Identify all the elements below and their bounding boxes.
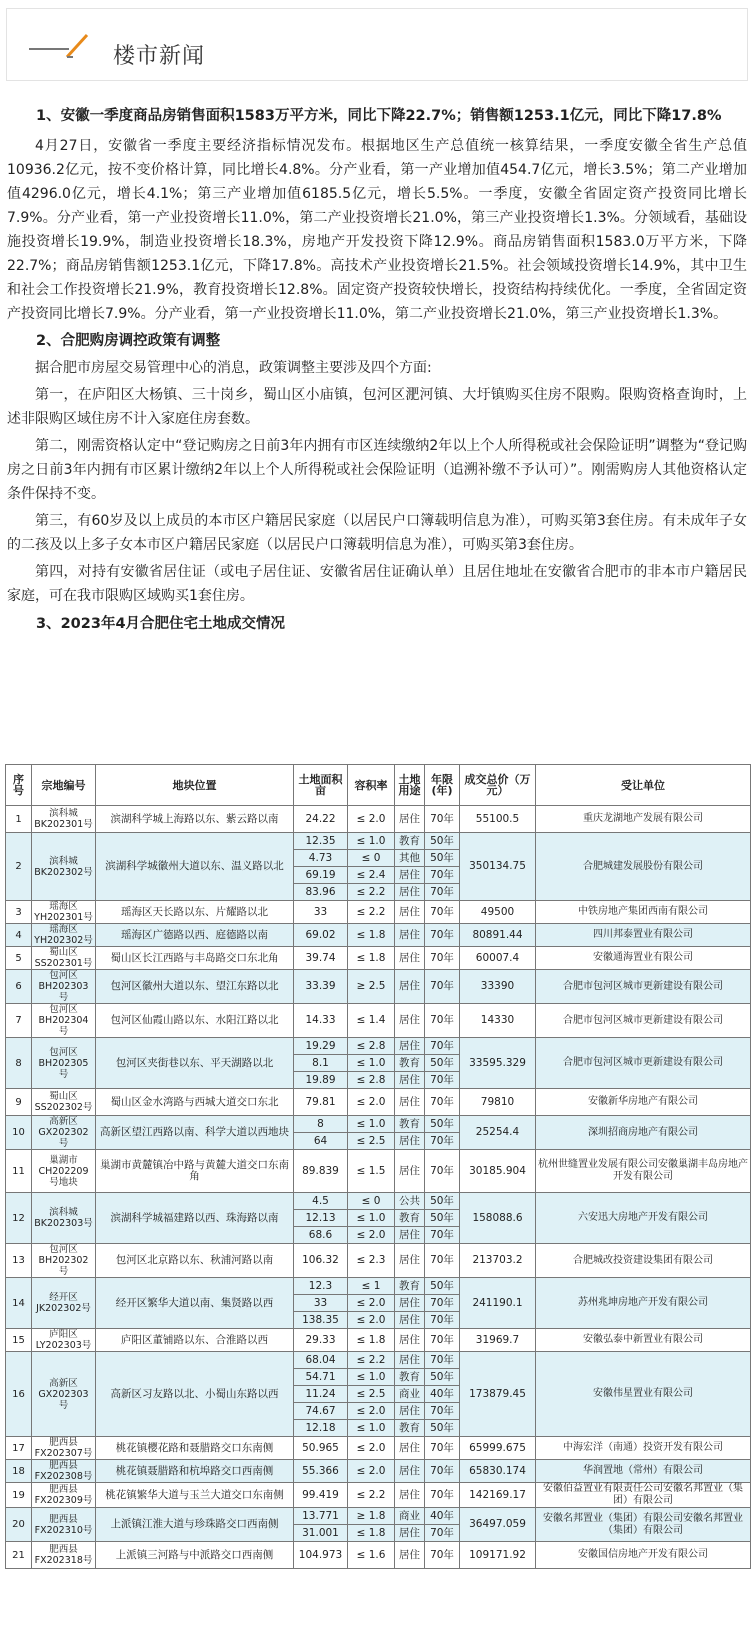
section-2-point-1: 第一，在庐阳区大杨镇、三十岗乡，蜀山区小庙镇，包河区淝河镇、大圩镇购买住房不限购。限购资格查询时，上述非限购区域住房不计入家庭住房套数。	[7, 387, 747, 427]
cell-area: 68.6	[294, 1227, 348, 1244]
section-header	[6, 8, 748, 81]
cell-code: 肥西县FX202318号	[32, 1542, 96, 1569]
cell-term: 70年	[425, 924, 460, 947]
cell-plot-ratio: ≤ 2.0	[348, 1460, 395, 1483]
cell-term: 70年	[425, 1072, 460, 1089]
cell-plot-ratio: ≥ 2.5	[348, 970, 395, 1004]
cell-price: 213703.2	[460, 1244, 536, 1278]
cell-buyer: 华润置地（常州）有限公司	[536, 1460, 751, 1483]
cell-price: 14330	[460, 1004, 536, 1038]
cell-location: 包河区夹街巷以东、平天湖路以北	[96, 1038, 294, 1089]
cell-no: 3	[6, 901, 32, 924]
cell-term: 70年	[425, 1352, 460, 1369]
table-row	[6, 1244, 751, 1278]
cell-term: 70年	[425, 1133, 460, 1150]
cell-location: 桃花镇繁华大道与玉兰大道交口东南侧	[96, 1483, 294, 1508]
cell-no: 12	[6, 1193, 32, 1244]
cell-buyer: 六安迅大房地产开发有限公司	[536, 1193, 751, 1244]
cell-buyer: 合肥城建发展股份有限公司	[536, 833, 751, 901]
section-1-body: 4月27日，安徽省一季度主要经济指标情况发布。根据地区生产总值统一核算结果，一季度安徽全省生产总值10936.2亿元，按不变价格计算，同比增长4.8%。分产业看，第一产业增加值454.7亿元，增长3.5%；第二产业增加值4296.0亿元，增长4.1%；第三产业增加值6185.5亿元，增长5.5%。一季度，安徽全省固定资产投资同比增长7.9%。分产业看，第一产业投资增长11.0%，第二产业投资增长21.0%，第三产业投资增长1.3%。分领域看，基础设施投资增长19.9%，制造业投资增长18.3%，房地产开发投资下降12.9%。商品房销售面积1583.0万平方米，下降22.7%；商品房销售额1253.1亿元，下降17.8%。高技术产业投资增长21.5%。社会领域投资增长14.9%，其中卫生和社会工作投资增长21.9%，教育投资增长12.8%。固定资产投资较快增长，投资结构持续优化。一季度，全省固定资产投资同比增长7.9%。分产业看，第一产业投资增长11.0%，第二产业投资增长21.0%，第三产业投资增长1.3%。	[7, 138, 747, 322]
cell-code: 包河区BH202304号	[32, 1004, 96, 1038]
cell-plot-ratio: ≤ 2.5	[348, 1386, 395, 1403]
cell-plot-ratio: ≤ 1.8	[348, 924, 395, 947]
cell-area: 24.22	[294, 806, 348, 833]
cell-code: 经开区JK202302号	[32, 1278, 96, 1329]
cell-area: 4.5	[294, 1193, 348, 1210]
cell-no: 2	[6, 833, 32, 901]
cell-use: 教育	[395, 1278, 425, 1295]
cell-area: 12.3	[294, 1278, 348, 1295]
cell-code: 庐阳区LY202303号	[32, 1329, 96, 1352]
cell-term: 70年	[425, 1150, 460, 1193]
cell-term: 70年	[425, 1542, 460, 1569]
cell-plot-ratio: ≤ 1.0	[348, 1116, 395, 1133]
cell-term: 50年	[425, 1116, 460, 1133]
header-code: 宗地编号	[32, 765, 96, 806]
cell-buyer: 合肥市包河区城市更新建设有限公司	[536, 1004, 751, 1038]
cell-buyer: 中铁房地产集团西南有限公司	[536, 901, 751, 924]
table-row	[6, 1483, 751, 1508]
cell-price: 142169.17	[460, 1483, 536, 1508]
cell-code: 包河区BH202302号	[32, 1244, 96, 1278]
cell-location: 蜀山区金水湾路与西城大道交口东北	[96, 1089, 294, 1116]
cell-area: 19.29	[294, 1038, 348, 1055]
cell-area: 8.1	[294, 1055, 348, 1072]
cell-plot-ratio: ≤ 1.0	[348, 1369, 395, 1386]
table-body	[6, 806, 751, 1569]
cell-price: 25254.4	[460, 1116, 536, 1150]
cell-use: 教育	[395, 1055, 425, 1072]
cell-no: 7	[6, 1004, 32, 1038]
cell-location: 庐阳区董铺路以东、合淮路以西	[96, 1329, 294, 1352]
cell-use: 居住	[395, 1437, 425, 1460]
cell-buyer: 安徽名邦置业（集团）有限公司安徽名邦置业（集团）有限公司	[536, 1508, 751, 1542]
cell-area: 69.02	[294, 924, 348, 947]
cell-no: 14	[6, 1278, 32, 1329]
cell-code: 滨科城BK202302号	[32, 833, 96, 901]
cell-plot-ratio: ≤ 1.8	[348, 947, 395, 970]
cell-plot-ratio: ≤ 2.0	[348, 1437, 395, 1460]
cell-plot-ratio: ≤ 2.2	[348, 1352, 395, 1369]
cell-use: 居住	[395, 1542, 425, 1569]
cell-plot-ratio: ≤ 1.0	[348, 1210, 395, 1227]
cell-term: 70年	[425, 884, 460, 901]
cell-buyer: 合肥市包河区城市更新建设有限公司	[536, 970, 751, 1004]
cell-buyer: 安徽伟星置业有限公司	[536, 1352, 751, 1437]
cell-code: 包河区BH202305号	[32, 1038, 96, 1089]
cell-code: 肥西县FX202309号	[32, 1483, 96, 1508]
cell-use: 居住	[395, 1460, 425, 1483]
cell-buyer: 重庆龙湖地产发展有限公司	[536, 806, 751, 833]
cell-price: 65999.675	[460, 1437, 536, 1460]
cell-no: 9	[6, 1089, 32, 1116]
land-deal-table	[5, 764, 751, 1569]
cell-code: 高新区GX202302号	[32, 1116, 96, 1150]
cell-use: 居住	[395, 1295, 425, 1312]
cell-location: 瑶海区天长路以东、片耀路以北	[96, 901, 294, 924]
cell-use: 教育	[395, 1420, 425, 1437]
cell-use: 其他	[395, 850, 425, 867]
cell-code: 包河区BH202303号	[32, 970, 96, 1004]
cell-term: 70年	[425, 806, 460, 833]
table-row	[6, 1193, 751, 1210]
cell-area: 13.771	[294, 1508, 348, 1525]
table-row	[6, 1437, 751, 1460]
cell-buyer: 安徽弘泰中新置业有限公司	[536, 1329, 751, 1352]
table-row	[6, 1329, 751, 1352]
cell-term: 70年	[425, 1004, 460, 1038]
cell-area: 12.35	[294, 833, 348, 850]
cell-term: 50年	[425, 1193, 460, 1210]
cell-use: 居住	[395, 884, 425, 901]
cell-use: 居住	[395, 1525, 425, 1542]
cell-price: 55100.5	[460, 806, 536, 833]
cell-plot-ratio: ≤ 2.0	[348, 1312, 395, 1329]
cell-area: 19.89	[294, 1072, 348, 1089]
cell-location: 高新区习友路以北、小蜀山东路以西	[96, 1352, 294, 1437]
cell-plot-ratio: ≤ 0	[348, 1193, 395, 1210]
cell-location: 上派镇江淮大道与珍珠路交口西南侧	[96, 1508, 294, 1542]
cell-code: 瑶海区YH202302号	[32, 924, 96, 947]
cell-use: 居住	[395, 924, 425, 947]
table-row	[6, 833, 751, 850]
cell-price: 65830.174	[460, 1460, 536, 1483]
cell-use: 教育	[395, 1210, 425, 1227]
cell-code: 蜀山区SS202301号	[32, 947, 96, 970]
cell-use: 居住	[395, 1133, 425, 1150]
table-row	[6, 806, 751, 833]
cell-code: 肥西县FX202307号	[32, 1437, 96, 1460]
cell-use: 居住	[395, 1072, 425, 1089]
cell-term: 50年	[425, 1055, 460, 1072]
cell-term: 70年	[425, 1295, 460, 1312]
cell-plot-ratio: ≤ 2.0	[348, 1295, 395, 1312]
cell-use: 居住	[395, 1004, 425, 1038]
cell-area: 11.24	[294, 1386, 348, 1403]
cell-use: 商业	[395, 1386, 425, 1403]
cell-plot-ratio: ≤ 2.5	[348, 1133, 395, 1150]
cell-term: 70年	[425, 1403, 460, 1420]
cell-use: 公共	[395, 1193, 425, 1210]
cell-term: 50年	[425, 850, 460, 867]
cell-plot-ratio: ≤ 1.0	[348, 1420, 395, 1437]
cell-term: 70年	[425, 970, 460, 1004]
cell-buyer: 中海宏洋（南通）投资开发有限公司	[536, 1437, 751, 1460]
cell-no: 13	[6, 1244, 32, 1278]
cell-code: 瑶海区YH202301号	[32, 901, 96, 924]
cell-buyer: 安徽国信房地产开发有限公司	[536, 1542, 751, 1569]
article-body	[7, 104, 747, 636]
table-header-row	[6, 765, 751, 806]
cell-buyer: 深圳招商房地产有限公司	[536, 1116, 751, 1150]
cell-use: 居住	[395, 970, 425, 1004]
cell-price: 350134.75	[460, 833, 536, 901]
cell-use: 居住	[395, 901, 425, 924]
cell-location: 高新区望江西路以南、科学大道以西地块	[96, 1116, 294, 1150]
cell-term: 70年	[425, 1227, 460, 1244]
cell-no: 16	[6, 1352, 32, 1437]
cell-code: 滨科城BK202301号	[32, 806, 96, 833]
cell-price: 60007.4	[460, 947, 536, 970]
cell-plot-ratio: ≤ 2.8	[348, 1038, 395, 1055]
cell-area: 106.32	[294, 1244, 348, 1278]
cell-location: 滨湖科学城上海路以东、紫云路以南	[96, 806, 294, 833]
cell-plot-ratio: ≤ 2.2	[348, 884, 395, 901]
cell-area: 79.81	[294, 1089, 348, 1116]
cell-location: 滨湖科学城徽州大道以东、温义路以北	[96, 833, 294, 901]
cell-plot-ratio: ≤ 1	[348, 1278, 395, 1295]
cell-term: 70年	[425, 1525, 460, 1542]
cell-code: 肥西县FX202308号	[32, 1460, 96, 1483]
cell-price: 30185.904	[460, 1150, 536, 1193]
section-2-point-3: 第三，有60岁及以上成员的本市区户籍居民家庭（以居民户口簿载明信息为准），可购买第3套住房。有未成年子女的二孩及以上多子女本市区户籍居民家庭（以居民户口簿载明信息为准），可购买第3套住房。	[7, 513, 747, 553]
cell-use: 居住	[395, 1312, 425, 1329]
table-row	[6, 924, 751, 947]
cell-area: 33	[294, 1295, 348, 1312]
cell-plot-ratio: ≤ 1.8	[348, 1329, 395, 1352]
cell-use: 居住	[395, 1038, 425, 1055]
cell-code: 滨科城BK202303号	[32, 1193, 96, 1244]
cell-code: 肥西县FX202310号	[32, 1508, 96, 1542]
cell-no: 11	[6, 1150, 32, 1193]
cell-use: 居住	[395, 947, 425, 970]
table-row	[6, 1089, 751, 1116]
cell-location: 滨湖科学城福建路以西、珠海路以南	[96, 1193, 294, 1244]
table-row	[6, 1150, 751, 1193]
cell-term: 70年	[425, 1312, 460, 1329]
cell-no: 1	[6, 806, 32, 833]
cell-location: 桃花镇樱花路和聂腊路交口东南侧	[96, 1437, 294, 1460]
cell-term: 70年	[425, 1244, 460, 1278]
cell-use: 居住	[395, 1089, 425, 1116]
cell-area: 138.35	[294, 1312, 348, 1329]
cell-code: 蜀山区SS202302号	[32, 1089, 96, 1116]
cell-plot-ratio: ≤ 1.8	[348, 1525, 395, 1542]
cell-location: 瑶海区广德路以西、庭德路以南	[96, 924, 294, 947]
table-row	[6, 1352, 751, 1369]
cell-no: 5	[6, 947, 32, 970]
cell-no: 15	[6, 1329, 32, 1352]
cell-buyer: 四川邦泰置业有限公司	[536, 924, 751, 947]
cell-term: 50年	[425, 1420, 460, 1437]
cell-use: 居住	[395, 1227, 425, 1244]
cell-plot-ratio: ≤ 2.0	[348, 1089, 395, 1116]
cell-plot-ratio: ≤ 1.0	[348, 1055, 395, 1072]
table-row	[6, 947, 751, 970]
cell-term: 70年	[425, 1460, 460, 1483]
table-row	[6, 1278, 751, 1295]
cell-plot-ratio: ≤ 2.0	[348, 1227, 395, 1244]
cell-no: 6	[6, 970, 32, 1004]
cell-area: 8	[294, 1116, 348, 1133]
cell-buyer: 杭州世缝置业发展有限公司安徽巢湖丰岛房地产开发有限公司	[536, 1150, 751, 1193]
header-location: 地块位置	[96, 765, 294, 806]
cell-area: 33.39	[294, 970, 348, 1004]
cell-code: 巢湖市CH202209号地块	[32, 1150, 96, 1193]
cell-price: 109171.92	[460, 1542, 536, 1569]
cell-use: 教育	[395, 1116, 425, 1133]
section-1-title: 1、安徽一季度商品房销售面积1583万平方米，同比下降22.7%；销售额1253.1亿元，同比下降17.8%	[36, 108, 722, 124]
header-term: 年限(年)	[425, 765, 460, 806]
cell-location: 上派镇三河路与中派路交口西南侧	[96, 1542, 294, 1569]
cell-area: 99.419	[294, 1483, 348, 1508]
cell-no: 4	[6, 924, 32, 947]
cell-area: 12.13	[294, 1210, 348, 1227]
cell-buyer: 合肥市包河区城市更新建设有限公司	[536, 1038, 751, 1089]
section-2-point-2: 第二，刚需资格认定中“登记购房之日前3年内拥有市区连续缴纳2年以上个人所得税或社会保险证明”调整为“登记购房之日前3年内拥有市区累计缴纳2年以上个人所得税或社会保险证明（追溯补缴不予认可）”。刚需购房人其他资格认定条件保持不变。	[7, 438, 747, 502]
cell-buyer: 安徽伯益置业有限责任公司安徽名邦置业（集团）有限公司	[536, 1483, 751, 1508]
cell-price: 33390	[460, 970, 536, 1004]
table-row	[6, 901, 751, 924]
cell-use: 居住	[395, 806, 425, 833]
header-no: 序号	[6, 765, 32, 806]
cell-area: 54.71	[294, 1369, 348, 1386]
cell-price: 31969.7	[460, 1329, 536, 1352]
cell-use: 教育	[395, 833, 425, 850]
cell-use: 居住	[395, 1403, 425, 1420]
cell-price: 79810	[460, 1089, 536, 1116]
land-deal-table-wrap	[5, 764, 751, 1569]
cell-use: 居住	[395, 1329, 425, 1352]
cell-area: 33	[294, 901, 348, 924]
cell-no: 10	[6, 1116, 32, 1150]
cell-term: 70年	[425, 1089, 460, 1116]
cell-term: 70年	[425, 867, 460, 884]
cell-no: 8	[6, 1038, 32, 1089]
cell-use: 居住	[395, 1352, 425, 1369]
cell-area: 69.19	[294, 867, 348, 884]
cell-no: 19	[6, 1483, 32, 1508]
cell-code: 高新区GX202303号	[32, 1352, 96, 1437]
cell-area: 4.73	[294, 850, 348, 867]
section-title: 楼市新闻	[113, 44, 206, 69]
cell-use: 教育	[395, 1369, 425, 1386]
cell-term: 70年	[425, 1038, 460, 1055]
cell-plot-ratio: ≤ 2.0	[348, 1403, 395, 1420]
cell-location: 包河区徽州大道以东、望江东路以北	[96, 970, 294, 1004]
cell-price: 36497.059	[460, 1508, 536, 1542]
cell-area: 29.33	[294, 1329, 348, 1352]
cell-area: 64	[294, 1133, 348, 1150]
table-row	[6, 1460, 751, 1483]
section-2-title: 2、合肥购房调控政策有调整	[36, 333, 221, 349]
cell-buyer: 苏州兆坤房地产开发有限公司	[536, 1278, 751, 1329]
cell-area: 104.973	[294, 1542, 348, 1569]
cell-location: 包河区北京路以东、秋浦河路以南	[96, 1244, 294, 1278]
cell-use: 居住	[395, 867, 425, 884]
cell-term: 40年	[425, 1386, 460, 1403]
cell-location: 桃花镇聂腊路和杭埠路交口西南侧	[96, 1460, 294, 1483]
cell-area: 50.965	[294, 1437, 348, 1460]
cell-term: 70年	[425, 1437, 460, 1460]
cell-area: 14.33	[294, 1004, 348, 1038]
cell-location: 巢湖市黄麓镇冶中路与黄麓大道交口东南角	[96, 1150, 294, 1193]
cell-term: 40年	[425, 1508, 460, 1525]
cell-term: 70年	[425, 901, 460, 924]
cell-buyer: 合肥城改投资建设集团有限公司	[536, 1244, 751, 1278]
cell-plot-ratio: ≤ 2.2	[348, 901, 395, 924]
table-row	[6, 1508, 751, 1525]
cell-plot-ratio: ≤ 2.8	[348, 1072, 395, 1089]
header-use: 土地用途	[395, 765, 425, 806]
cell-area: 31.001	[294, 1525, 348, 1542]
cell-area: 12.18	[294, 1420, 348, 1437]
cell-term: 50年	[425, 1369, 460, 1386]
cell-term: 70年	[425, 947, 460, 970]
decorative-line-icon	[29, 27, 109, 67]
cell-price: 49500	[460, 901, 536, 924]
cell-plot-ratio: ≤ 2.3	[348, 1244, 395, 1278]
cell-use: 商业	[395, 1508, 425, 1525]
cell-plot-ratio: ≤ 1.5	[348, 1150, 395, 1193]
cell-plot-ratio: ≥ 1.8	[348, 1508, 395, 1525]
cell-no: 17	[6, 1437, 32, 1460]
cell-use: 居住	[395, 1150, 425, 1193]
cell-term: 50年	[425, 1210, 460, 1227]
section-2-intro: 据合肥市房屋交易管理中心的消息，政策调整主要涉及四个方面:	[35, 360, 432, 376]
cell-area: 55.366	[294, 1460, 348, 1483]
section-2-point-4: 第四，对持有安徽省居住证（或电子居住证、安徽省居住证确认单）且居住地址在安徽省合肥市的非本市户籍居民家庭，可在我市限购区域购买1套住房。	[7, 564, 747, 604]
cell-term: 50年	[425, 1278, 460, 1295]
cell-price: 80891.44	[460, 924, 536, 947]
cell-area: 68.04	[294, 1352, 348, 1369]
cell-price: 173879.45	[460, 1352, 536, 1437]
cell-price: 158088.6	[460, 1193, 536, 1244]
cell-area: 74.67	[294, 1403, 348, 1420]
header-price: 成交总价（万元）	[460, 765, 536, 806]
cell-plot-ratio: ≤ 1.4	[348, 1004, 395, 1038]
cell-use: 居住	[395, 1244, 425, 1278]
table-row	[6, 1542, 751, 1569]
cell-term: 70年	[425, 1329, 460, 1352]
header-buyer: 受让单位	[536, 765, 751, 806]
cell-no: 21	[6, 1542, 32, 1569]
header-area: 土地面积亩	[294, 765, 348, 806]
header-plot-ratio: 容积率	[348, 765, 395, 806]
table-row	[6, 1116, 751, 1133]
cell-term: 50年	[425, 833, 460, 850]
cell-location: 经开区繁华大道以南、集贤路以西	[96, 1278, 294, 1329]
cell-plot-ratio: ≤ 2.0	[348, 806, 395, 833]
cell-plot-ratio: ≤ 1.0	[348, 833, 395, 850]
section-3-title: 3、2023年4月合肥住宅土地成交情况	[36, 616, 286, 632]
cell-location: 蜀山区长江西路与丰岛路交口东北角	[96, 947, 294, 970]
cell-plot-ratio: ≤ 0	[348, 850, 395, 867]
cell-plot-ratio: ≤ 2.2	[348, 1483, 395, 1508]
table-row	[6, 1004, 751, 1038]
cell-location: 包河区仙霞山路以东、水阳江路以北	[96, 1004, 294, 1038]
cell-area: 83.96	[294, 884, 348, 901]
cell-buyer: 安徽新华房地产有限公司	[536, 1089, 751, 1116]
cell-buyer: 安徽通海置业有限公司	[536, 947, 751, 970]
cell-price: 33595.329	[460, 1038, 536, 1089]
table-row	[6, 1038, 751, 1055]
cell-plot-ratio: ≤ 2.4	[348, 867, 395, 884]
cell-use: 居住	[395, 1483, 425, 1508]
cell-area: 89.839	[294, 1150, 348, 1193]
cell-price: 241190.1	[460, 1278, 536, 1329]
cell-plot-ratio: ≤ 1.6	[348, 1542, 395, 1569]
cell-no: 18	[6, 1460, 32, 1483]
cell-no: 20	[6, 1508, 32, 1542]
cell-area: 39.74	[294, 947, 348, 970]
table-row	[6, 970, 751, 1004]
cell-term: 70年	[425, 1483, 460, 1508]
